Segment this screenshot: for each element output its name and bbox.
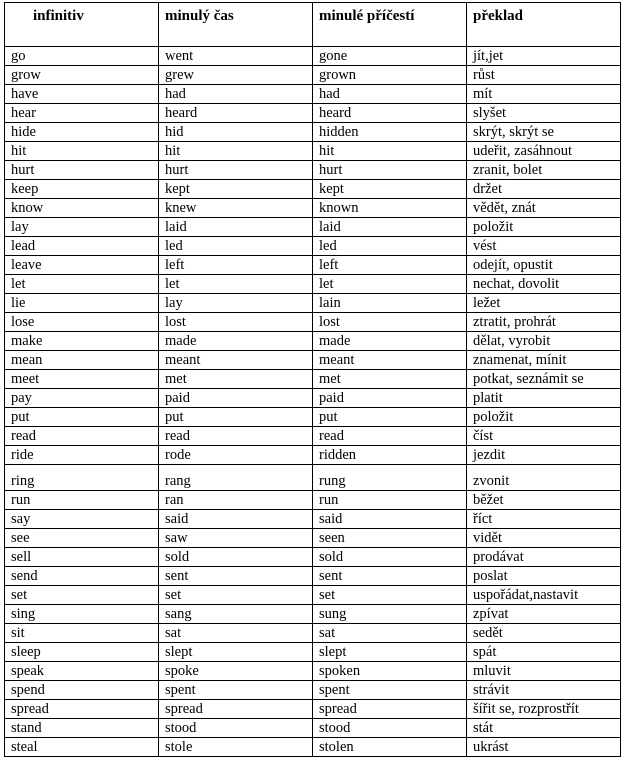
- cell-past-participle: grown: [313, 66, 467, 85]
- cell-infinitive: put: [5, 408, 159, 427]
- cell-translation: vědět, znát: [467, 199, 621, 218]
- table-row: [5, 548, 621, 567]
- table-row: [5, 161, 621, 180]
- cell-past-tense: hit: [159, 142, 313, 161]
- table-row: [5, 681, 621, 700]
- cell-past-tense: sent: [159, 567, 313, 586]
- cell-past-participle: spread: [313, 700, 467, 719]
- table-row: [5, 332, 621, 351]
- cell-infinitive: keep: [5, 180, 159, 199]
- cell-translation: sedět: [467, 624, 621, 643]
- cell-infinitive: say: [5, 510, 159, 529]
- cell-infinitive: have: [5, 85, 159, 104]
- cell-past-tense: left: [159, 256, 313, 275]
- cell-past-participle: seen: [313, 529, 467, 548]
- cell-past-tense: laid: [159, 218, 313, 237]
- cell-translation: běžet: [467, 491, 621, 510]
- cell-past-participle: put: [313, 408, 467, 427]
- cell-past-tense: let: [159, 275, 313, 294]
- cell-past-participle: said: [313, 510, 467, 529]
- cell-past-participle: gone: [313, 47, 467, 66]
- cell-infinitive: spread: [5, 700, 159, 719]
- table-row: [5, 529, 621, 548]
- cell-infinitive: know: [5, 199, 159, 218]
- cell-translation: ztratit, prohrát: [467, 313, 621, 332]
- table-body: [5, 47, 621, 757]
- table-row: [5, 180, 621, 199]
- cell-past-participle: paid: [313, 389, 467, 408]
- cell-infinitive: sell: [5, 548, 159, 567]
- cell-translation: prodávat: [467, 548, 621, 567]
- cell-past-tense: sang: [159, 605, 313, 624]
- cell-translation: platit: [467, 389, 621, 408]
- cell-past-tense: put: [159, 408, 313, 427]
- cell-infinitive: make: [5, 332, 159, 351]
- cell-translation: číst: [467, 427, 621, 446]
- cell-translation: říct: [467, 510, 621, 529]
- cell-past-participle: spent: [313, 681, 467, 700]
- cell-infinitive: grow: [5, 66, 159, 85]
- cell-past-tense: lost: [159, 313, 313, 332]
- cell-infinitive: leave: [5, 256, 159, 275]
- cell-translation: strávit: [467, 681, 621, 700]
- header-past-tense: minulý čas: [159, 3, 313, 47]
- cell-infinitive: see: [5, 529, 159, 548]
- cell-past-tense: slept: [159, 643, 313, 662]
- cell-infinitive: mean: [5, 351, 159, 370]
- cell-past-participle: run: [313, 491, 467, 510]
- cell-translation: šířit se, rozprostřít: [467, 700, 621, 719]
- cell-past-participle: known: [313, 199, 467, 218]
- cell-infinitive: go: [5, 47, 159, 66]
- cell-translation: dělat, vyrobit: [467, 332, 621, 351]
- cell-translation: uspořádat,nastavit: [467, 586, 621, 605]
- table-row: [5, 605, 621, 624]
- cell-past-participle: sent: [313, 567, 467, 586]
- cell-translation: udeřit, zasáhnout: [467, 142, 621, 161]
- cell-infinitive: hurt: [5, 161, 159, 180]
- table-row: [5, 199, 621, 218]
- cell-infinitive: ring: [5, 465, 159, 491]
- cell-infinitive: sleep: [5, 643, 159, 662]
- cell-translation: stát: [467, 719, 621, 738]
- cell-past-tense: grew: [159, 66, 313, 85]
- cell-past-participle: left: [313, 256, 467, 275]
- cell-infinitive: send: [5, 567, 159, 586]
- table-row: [5, 700, 621, 719]
- cell-past-tense: meant: [159, 351, 313, 370]
- cell-past-tense: lay: [159, 294, 313, 313]
- cell-past-participle: meant: [313, 351, 467, 370]
- cell-past-participle: sold: [313, 548, 467, 567]
- table-row: [5, 446, 621, 465]
- cell-past-tense: paid: [159, 389, 313, 408]
- table-row: [5, 624, 621, 643]
- cell-past-tense: sat: [159, 624, 313, 643]
- cell-translation: zvonit: [467, 465, 621, 491]
- cell-past-participle: sung: [313, 605, 467, 624]
- cell-past-participle: rung: [313, 465, 467, 491]
- cell-translation: zpívat: [467, 605, 621, 624]
- table-row: [5, 738, 621, 757]
- cell-infinitive: hear: [5, 104, 159, 123]
- cell-past-tense: stole: [159, 738, 313, 757]
- cell-past-tense: spread: [159, 700, 313, 719]
- cell-past-tense: sold: [159, 548, 313, 567]
- table-row: [5, 719, 621, 738]
- cell-translation: vést: [467, 237, 621, 256]
- table-row: [5, 643, 621, 662]
- table-row: [5, 294, 621, 313]
- cell-past-participle: stood: [313, 719, 467, 738]
- header-translation: překlad: [467, 3, 621, 47]
- cell-translation: zranit, bolet: [467, 161, 621, 180]
- table-row: [5, 85, 621, 104]
- cell-infinitive: ride: [5, 446, 159, 465]
- cell-translation: položit: [467, 218, 621, 237]
- cell-past-tense: rode: [159, 446, 313, 465]
- header-infinitive: infinitiv: [5, 3, 159, 47]
- cell-past-tense: met: [159, 370, 313, 389]
- cell-infinitive: hide: [5, 123, 159, 142]
- cell-translation: nechat, dovolit: [467, 275, 621, 294]
- irregular-verbs-table: [4, 2, 621, 757]
- cell-past-participle: hit: [313, 142, 467, 161]
- table-row: [5, 427, 621, 446]
- cell-translation: ukrást: [467, 738, 621, 757]
- table-row: [5, 142, 621, 161]
- cell-infinitive: speak: [5, 662, 159, 681]
- table-row: [5, 104, 621, 123]
- cell-past-participle: made: [313, 332, 467, 351]
- cell-past-tense: read: [159, 427, 313, 446]
- cell-translation: slyšet: [467, 104, 621, 123]
- table-row: [5, 510, 621, 529]
- cell-past-participle: slept: [313, 643, 467, 662]
- cell-past-participle: had: [313, 85, 467, 104]
- cell-past-participle: read: [313, 427, 467, 446]
- cell-translation: znamenat, mínit: [467, 351, 621, 370]
- table-row: [5, 567, 621, 586]
- table-row: [5, 662, 621, 681]
- cell-infinitive: lie: [5, 294, 159, 313]
- cell-translation: položit: [467, 408, 621, 427]
- cell-past-participle: heard: [313, 104, 467, 123]
- cell-translation: spát: [467, 643, 621, 662]
- cell-past-participle: ridden: [313, 446, 467, 465]
- table-row: [5, 218, 621, 237]
- cell-past-participle: lain: [313, 294, 467, 313]
- cell-past-participle: set: [313, 586, 467, 605]
- cell-past-tense: spent: [159, 681, 313, 700]
- cell-past-tense: stood: [159, 719, 313, 738]
- cell-past-participle: laid: [313, 218, 467, 237]
- cell-past-tense: knew: [159, 199, 313, 218]
- cell-infinitive: stand: [5, 719, 159, 738]
- cell-past-tense: saw: [159, 529, 313, 548]
- cell-past-tense: led: [159, 237, 313, 256]
- cell-translation: poslat: [467, 567, 621, 586]
- cell-past-tense: hurt: [159, 161, 313, 180]
- table-header-row: [5, 3, 621, 47]
- cell-past-tense: spoke: [159, 662, 313, 681]
- cell-translation: růst: [467, 66, 621, 85]
- cell-past-tense: set: [159, 586, 313, 605]
- table-row: [5, 370, 621, 389]
- cell-translation: vidět: [467, 529, 621, 548]
- cell-past-tense: heard: [159, 104, 313, 123]
- cell-infinitive: sing: [5, 605, 159, 624]
- cell-infinitive: hit: [5, 142, 159, 161]
- cell-past-participle: spoken: [313, 662, 467, 681]
- cell-infinitive: lead: [5, 237, 159, 256]
- cell-past-tense: made: [159, 332, 313, 351]
- cell-past-participle: kept: [313, 180, 467, 199]
- table-row: [5, 408, 621, 427]
- cell-infinitive: lose: [5, 313, 159, 332]
- cell-past-participle: stolen: [313, 738, 467, 757]
- cell-translation: mluvit: [467, 662, 621, 681]
- table-row: [5, 465, 621, 491]
- cell-past-participle: hurt: [313, 161, 467, 180]
- table-row: [5, 47, 621, 66]
- cell-infinitive: pay: [5, 389, 159, 408]
- cell-translation: jezdit: [467, 446, 621, 465]
- table-row: [5, 275, 621, 294]
- cell-past-tense: kept: [159, 180, 313, 199]
- cell-infinitive: let: [5, 275, 159, 294]
- cell-translation: ležet: [467, 294, 621, 313]
- cell-past-tense: ran: [159, 491, 313, 510]
- cell-past-tense: had: [159, 85, 313, 104]
- cell-past-tense: said: [159, 510, 313, 529]
- cell-infinitive: steal: [5, 738, 159, 757]
- table-row: [5, 586, 621, 605]
- cell-infinitive: lay: [5, 218, 159, 237]
- cell-past-tense: rang: [159, 465, 313, 491]
- table-row: [5, 389, 621, 408]
- table-row: [5, 66, 621, 85]
- header-past-participle: minulé příčestí: [313, 3, 467, 47]
- cell-infinitive: meet: [5, 370, 159, 389]
- table-row: [5, 237, 621, 256]
- table-row: [5, 491, 621, 510]
- cell-translation: skrýt, skrýt se: [467, 123, 621, 142]
- cell-past-participle: lost: [313, 313, 467, 332]
- cell-infinitive: read: [5, 427, 159, 446]
- cell-infinitive: set: [5, 586, 159, 605]
- cell-past-participle: hidden: [313, 123, 467, 142]
- cell-translation: držet: [467, 180, 621, 199]
- cell-past-participle: sat: [313, 624, 467, 643]
- table-row: [5, 123, 621, 142]
- cell-past-participle: met: [313, 370, 467, 389]
- cell-infinitive: run: [5, 491, 159, 510]
- cell-translation: jít,jet: [467, 47, 621, 66]
- cell-translation: odejít, opustit: [467, 256, 621, 275]
- cell-infinitive: spend: [5, 681, 159, 700]
- cell-past-participle: led: [313, 237, 467, 256]
- cell-infinitive: sit: [5, 624, 159, 643]
- cell-past-participle: let: [313, 275, 467, 294]
- cell-past-tense: went: [159, 47, 313, 66]
- table-row: [5, 256, 621, 275]
- cell-translation: mít: [467, 85, 621, 104]
- cell-past-tense: hid: [159, 123, 313, 142]
- table-row: [5, 351, 621, 370]
- table-row: [5, 313, 621, 332]
- cell-translation: potkat, seznámit se: [467, 370, 621, 389]
